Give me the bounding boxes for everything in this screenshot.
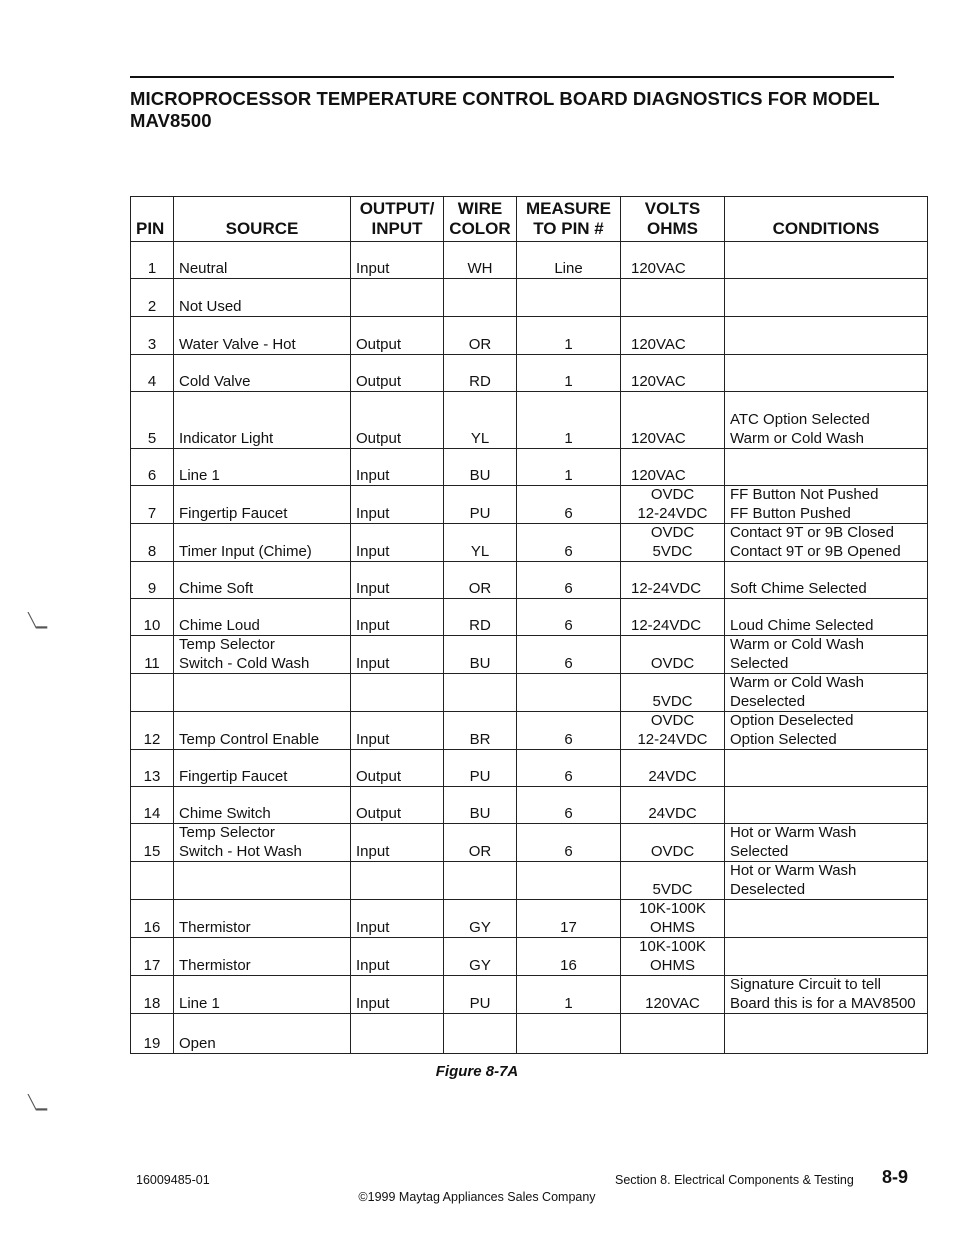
wire-color-cell: OR [444, 562, 517, 599]
measure-to-pin-cell: 6 [517, 750, 621, 787]
volts-line: 120VAC [631, 259, 686, 277]
table-row [131, 900, 928, 938]
output-input-cell [351, 279, 444, 317]
condition-line: Warm or Cold Wash [730, 636, 864, 653]
footer-doc-number: 16009485-01 [136, 1173, 210, 1187]
pin-cell: 15 [131, 824, 174, 862]
source-cell [174, 317, 351, 355]
output-input-cell: Output [351, 355, 444, 392]
source-cell [174, 279, 351, 317]
measure-to-pin-cell: 6 [517, 486, 621, 524]
header-label: COLOR [449, 219, 511, 238]
condition-line: Loud Chime Selected [730, 616, 874, 634]
output-input-cell: Input [351, 712, 444, 750]
volts-ohms-cell [621, 712, 725, 750]
source-cell [174, 750, 351, 787]
conditions-cell [725, 279, 928, 317]
condition-line: Option Deselected [730, 712, 854, 729]
source-cell [174, 355, 351, 392]
source-cell [174, 524, 351, 562]
wire-color-cell [444, 1014, 517, 1054]
measure-to-pin-cell: 1 [517, 355, 621, 392]
source-cell [174, 938, 351, 976]
measure-to-pin-cell: 6 [517, 712, 621, 750]
measure-to-pin-cell [517, 279, 621, 317]
top-rule [130, 76, 894, 78]
table-row [131, 636, 928, 674]
pin-cell: 11 [131, 636, 174, 674]
volts-line: 10K-100K [639, 938, 706, 955]
pin-cell: 5 [131, 392, 174, 449]
header-label: OUTPUT/ [359, 199, 435, 218]
condition-line: Soft Chime Selected [730, 579, 867, 597]
pin-cell: 4 [131, 355, 174, 392]
condition-line: Hot or Warm Wash [730, 862, 857, 879]
table-row [131, 938, 928, 976]
conditions-cell [725, 674, 928, 712]
volts-ohms-cell [621, 355, 725, 392]
volts-line: 5VDC [652, 542, 693, 560]
condition-line: Deselected [730, 692, 806, 710]
header-label: CONDITIONS [772, 219, 880, 238]
header-label: OHMS [647, 219, 698, 238]
output-input-cell [351, 862, 444, 900]
source-line: Chime Loud [179, 616, 260, 634]
header-conditions [725, 197, 928, 242]
conditions-cell [725, 562, 928, 599]
wire-color-cell: YL [444, 524, 517, 562]
table-row [131, 242, 928, 279]
page-title: MICROPROCESSOR TEMPERATURE CONTROL BOARD DIAGNOSTICS FOR MODEL MAV8500 [130, 88, 880, 131]
wire-color-cell: BU [444, 449, 517, 486]
volts-ohms-cell [621, 938, 725, 976]
volts-ohms-cell [621, 787, 725, 824]
volts-ohms-cell [621, 862, 725, 900]
measure-to-pin-cell: 6 [517, 824, 621, 862]
conditions-cell [725, 636, 928, 674]
source-line: Fingertip Faucet [179, 504, 288, 522]
conditions-cell [725, 317, 928, 355]
conditions-cell [725, 787, 928, 824]
wire-color-cell: BU [444, 636, 517, 674]
volts-line: 120VAC [631, 466, 686, 484]
pin-cell: 14 [131, 787, 174, 824]
output-input-cell: Input [351, 824, 444, 862]
volts-ohms-cell [621, 824, 725, 862]
wire-color-cell [444, 674, 517, 712]
header-output-input [351, 197, 444, 242]
table-row [131, 787, 928, 824]
output-input-cell: Input [351, 976, 444, 1014]
volts-line: OVDC [650, 486, 695, 503]
table-row [131, 1014, 928, 1054]
conditions-cell [725, 712, 928, 750]
source-cell [174, 712, 351, 750]
source-cell [174, 562, 351, 599]
diagnostics-table [130, 196, 928, 1054]
volts-line: 24VDC [648, 767, 697, 785]
footer-page-number: 8-9 [882, 1167, 909, 1187]
table-row [131, 750, 928, 787]
pin-cell: 10 [131, 599, 174, 636]
condition-line: FF Button Not Pushed [730, 486, 879, 503]
source-line: Thermistor [179, 956, 251, 974]
binder-hole-mark: ╲▁ [28, 1094, 48, 1110]
wire-color-cell: GY [444, 900, 517, 938]
header-label: SOURCE [225, 219, 299, 238]
table-row [131, 392, 928, 449]
header-label: MEASURE [525, 199, 611, 218]
source-cell [174, 976, 351, 1014]
measure-to-pin-cell: 6 [517, 524, 621, 562]
header-label: INPUT [371, 219, 423, 238]
conditions-cell [725, 524, 928, 562]
volts-line: 12-24VDC [637, 504, 708, 522]
volts-line: 5VDC [652, 692, 693, 710]
conditions-cell [725, 824, 928, 862]
volts-ohms-cell [621, 392, 725, 449]
pin-cell: 6 [131, 449, 174, 486]
source-line: Cold Valve [179, 372, 251, 390]
wire-color-cell: BR [444, 712, 517, 750]
volts-line: 120VAC [645, 994, 700, 1012]
condition-line: Selected [730, 842, 789, 860]
output-input-cell: Output [351, 787, 444, 824]
conditions-cell [725, 449, 928, 486]
source-line: Timer Input (Chime) [179, 542, 312, 560]
source-line: Thermistor [179, 918, 251, 936]
measure-to-pin-cell: 1 [517, 976, 621, 1014]
pin-cell: 7 [131, 486, 174, 524]
volts-ohms-cell [621, 1014, 725, 1054]
conditions-cell [725, 900, 928, 938]
condition-line: FF Button Pushed [730, 504, 851, 522]
source-cell [174, 674, 351, 712]
source-line: Line 1 [179, 466, 220, 484]
table-row [131, 712, 928, 750]
source-cell [174, 787, 351, 824]
pin-cell: 2 [131, 279, 174, 317]
volts-line: 12-24VDC [637, 730, 708, 748]
pin-cell [131, 674, 174, 712]
pin-cell: 9 [131, 562, 174, 599]
pin-cell: 3 [131, 317, 174, 355]
volts-line: OVDC [650, 524, 695, 541]
header-pin [131, 197, 174, 242]
source-cell [174, 636, 351, 674]
conditions-cell [725, 486, 928, 524]
source-line: Chime Soft [179, 579, 254, 597]
binder-hole-mark: ╲▁ [28, 612, 48, 628]
measure-to-pin-cell: 1 [517, 449, 621, 486]
footer-section: Section 8. Electrical Components & Testing [615, 1173, 854, 1187]
condition-line: Contact 9T or 9B Opened [730, 542, 901, 560]
volts-line: 5VDC [652, 880, 693, 898]
wire-color-cell: YL [444, 392, 517, 449]
source-cell [174, 486, 351, 524]
condition-line: Warm or Cold Wash [730, 674, 864, 691]
volts-ohms-cell [621, 242, 725, 279]
output-input-cell: Input [351, 524, 444, 562]
condition-line: Contact 9T or 9B Closed [730, 524, 894, 541]
volts-ohms-cell [621, 562, 725, 599]
conditions-cell [725, 862, 928, 900]
source-cell [174, 242, 351, 279]
output-input-cell: Input [351, 449, 444, 486]
source-line: Temp Selector [179, 824, 275, 841]
volts-ohms-cell [621, 317, 725, 355]
measure-to-pin-cell: 1 [517, 392, 621, 449]
output-input-cell: Input [351, 900, 444, 938]
measure-to-pin-cell [517, 674, 621, 712]
source-line: Indicator Light [179, 429, 274, 447]
output-input-cell: Output [351, 750, 444, 787]
measure-to-pin-cell: 1 [517, 317, 621, 355]
table-row [131, 562, 928, 599]
table-row [131, 674, 928, 712]
table-body [131, 242, 928, 1054]
volts-line: 120VAC [631, 372, 686, 390]
wire-color-cell: PU [444, 486, 517, 524]
conditions-cell [725, 750, 928, 787]
measure-to-pin-cell: Line [517, 242, 621, 279]
condition-line: Warm or Cold Wash [730, 429, 864, 447]
measure-to-pin-cell: 6 [517, 562, 621, 599]
table-row [131, 317, 928, 355]
conditions-cell [725, 976, 928, 1014]
pin-cell: 12 [131, 712, 174, 750]
wire-color-cell: RD [444, 355, 517, 392]
wire-color-cell: BU [444, 787, 517, 824]
source-cell [174, 392, 351, 449]
conditions-cell [725, 599, 928, 636]
header-source [174, 197, 351, 242]
source-line: Temp Control Enable [179, 730, 320, 748]
conditions-cell [725, 242, 928, 279]
header-measure-to-pin [517, 197, 621, 242]
output-input-cell: Input [351, 636, 444, 674]
table-row [131, 355, 928, 392]
condition-line: Hot or Warm Wash [730, 824, 857, 841]
output-input-cell: Input [351, 562, 444, 599]
header-label: WIRE [457, 199, 503, 218]
volts-ohms-cell [621, 486, 725, 524]
wire-color-cell: PU [444, 750, 517, 787]
table-header-row [131, 197, 928, 242]
volts-ohms-cell [621, 900, 725, 938]
volts-line: 10K-100K [639, 900, 706, 917]
measure-to-pin-cell: 6 [517, 636, 621, 674]
wire-color-cell: WH [444, 242, 517, 279]
source-line: Neutral [179, 259, 228, 277]
volts-ohms-cell [621, 599, 725, 636]
header-volts-ohms [621, 197, 725, 242]
pin-cell: 8 [131, 524, 174, 562]
wire-color-cell [444, 862, 517, 900]
volts-ohms-cell [621, 449, 725, 486]
table-row [131, 976, 928, 1014]
output-input-cell: Input [351, 938, 444, 976]
pin-cell: 19 [131, 1014, 174, 1054]
volts-ohms-cell [621, 524, 725, 562]
measure-to-pin-cell [517, 862, 621, 900]
table-row [131, 824, 928, 862]
source-line: Open [179, 1034, 216, 1052]
source-line: Fingertip Faucet [179, 767, 288, 785]
pin-cell: 16 [131, 900, 174, 938]
volts-ohms-cell [621, 674, 725, 712]
wire-color-cell: OR [444, 317, 517, 355]
measure-to-pin-cell: 16 [517, 938, 621, 976]
volts-line: 12-24VDC [631, 616, 702, 634]
output-input-cell: Input [351, 486, 444, 524]
conditions-cell [725, 938, 928, 976]
pin-cell: 18 [131, 976, 174, 1014]
volts-line: OVDC [650, 842, 695, 860]
volts-line: 12-24VDC [631, 579, 702, 597]
output-input-cell [351, 674, 444, 712]
conditions-cell [725, 1014, 928, 1054]
wire-color-cell: PU [444, 976, 517, 1014]
measure-to-pin-cell: 6 [517, 599, 621, 636]
source-line: Water Valve - Hot [179, 335, 296, 353]
volts-line: 24VDC [648, 804, 697, 822]
header-wire-color [444, 197, 517, 242]
source-line: Switch - Cold Wash [179, 654, 310, 672]
wire-color-cell: OR [444, 824, 517, 862]
source-cell [174, 1014, 351, 1054]
measure-to-pin-cell: 17 [517, 900, 621, 938]
volts-line: OHMS [650, 918, 695, 936]
source-cell [174, 449, 351, 486]
measure-to-pin-cell: 6 [517, 787, 621, 824]
source-line: Line 1 [179, 994, 220, 1012]
table-row [131, 449, 928, 486]
footer-copyright: ©1999 Maytag Appliances Sales Company [358, 1190, 596, 1204]
conditions-cell [725, 392, 928, 449]
source-cell [174, 862, 351, 900]
condition-line: Signature Circuit to tell [730, 976, 881, 993]
volts-line: OVDC [650, 654, 695, 672]
volts-ohms-cell [621, 750, 725, 787]
header-label: VOLTS [644, 199, 701, 218]
measure-to-pin-cell [517, 1014, 621, 1054]
volts-ohms-cell [621, 636, 725, 674]
volts-ohms-cell [621, 279, 725, 317]
source-cell [174, 900, 351, 938]
output-input-cell: Input [351, 599, 444, 636]
source-line: Not Used [179, 297, 242, 315]
condition-line: Board this is for a MAV8500 [730, 994, 916, 1012]
output-input-cell: Output [351, 392, 444, 449]
volts-ohms-cell [621, 976, 725, 1014]
table-row [131, 524, 928, 562]
conditions-cell [725, 355, 928, 392]
wire-color-cell [444, 279, 517, 317]
wire-color-cell: RD [444, 599, 517, 636]
volts-line: OVDC [650, 712, 695, 729]
source-line: Chime Switch [179, 804, 271, 822]
output-input-cell: Input [351, 242, 444, 279]
pin-cell: 13 [131, 750, 174, 787]
source-line: Switch - Hot Wash [179, 842, 302, 860]
wire-color-cell: GY [444, 938, 517, 976]
condition-line: Selected [730, 654, 789, 672]
volts-line: 120VAC [631, 335, 686, 353]
pin-cell: 17 [131, 938, 174, 976]
header-label: PIN [136, 219, 165, 238]
pin-cell: 1 [131, 242, 174, 279]
table-row [131, 279, 928, 317]
source-cell [174, 599, 351, 636]
condition-line: Deselected [730, 880, 806, 898]
header-label: TO PIN # [533, 219, 604, 238]
output-input-cell [351, 1014, 444, 1054]
figure-caption: Figure 8-7A [435, 1063, 519, 1080]
volts-line: OHMS [650, 956, 695, 974]
condition-line: ATC Option Selected [730, 411, 870, 428]
table-row [131, 599, 928, 636]
source-cell [174, 824, 351, 862]
source-line: Temp Selector [179, 636, 275, 653]
table-row [131, 862, 928, 900]
table-row [131, 486, 928, 524]
output-input-cell: Output [351, 317, 444, 355]
pin-cell [131, 862, 174, 900]
condition-line: Option Selected [730, 730, 837, 748]
volts-line: 120VAC [631, 429, 686, 447]
